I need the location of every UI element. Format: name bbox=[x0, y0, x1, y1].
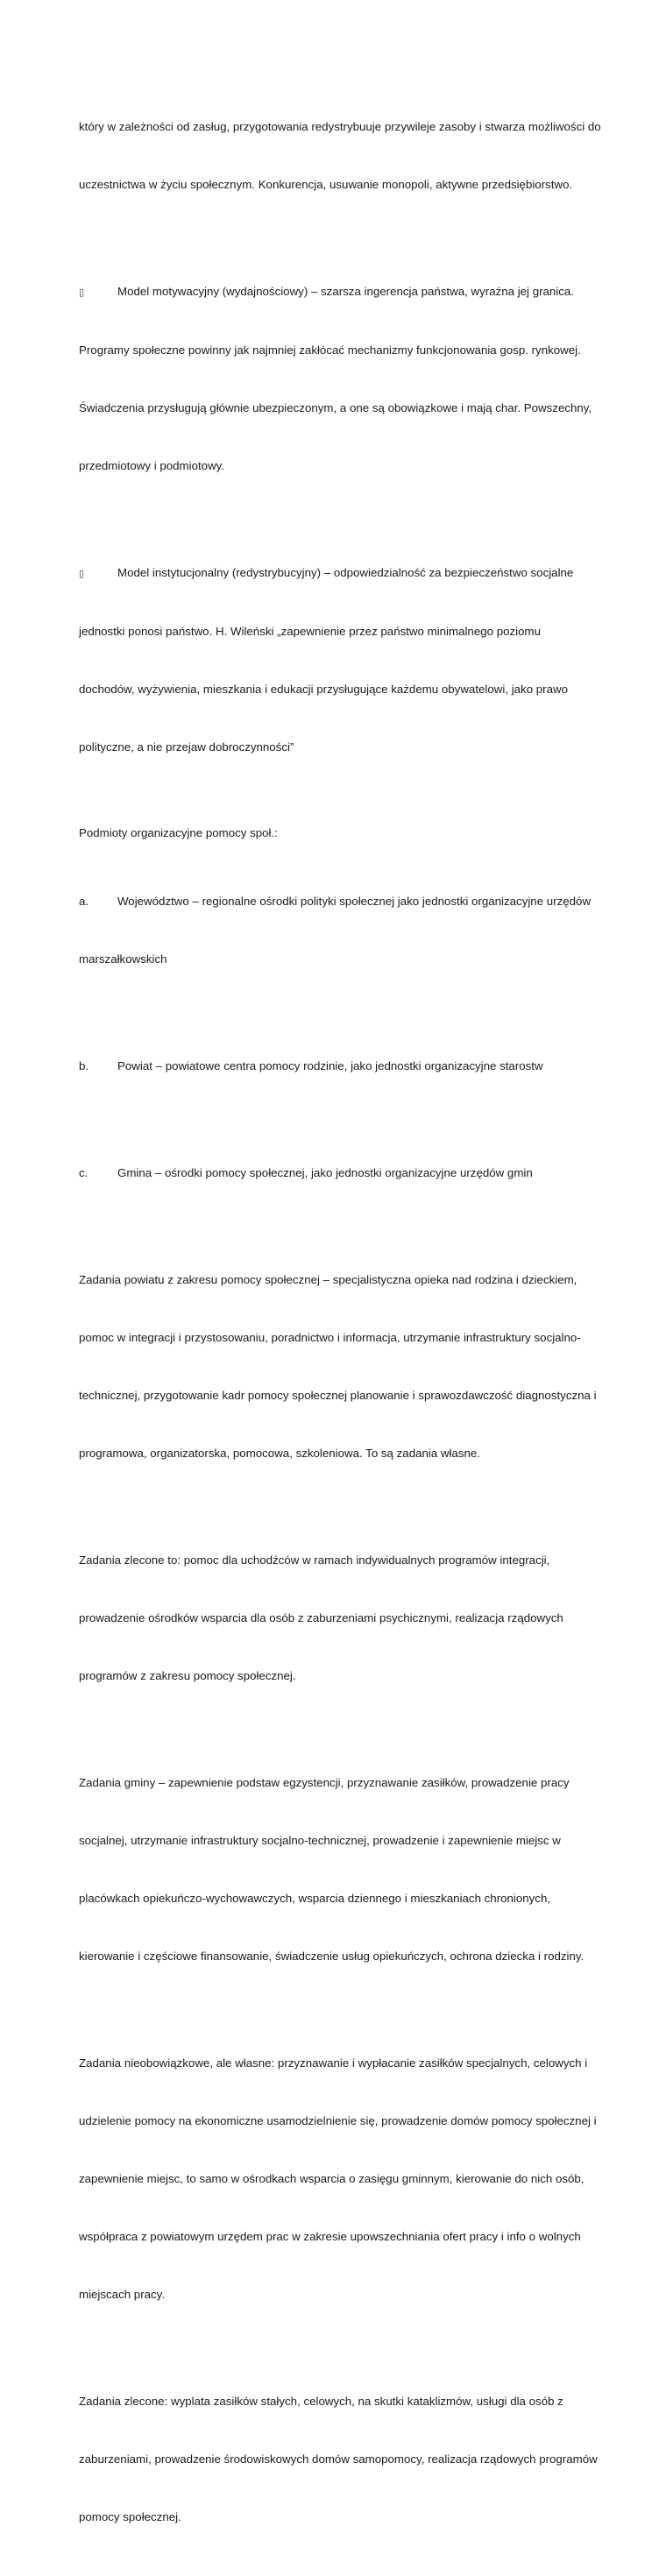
text-line: Model instytucjonalny (redystrybucyjny) – odpowiedzialność za bezpieczeństwo socjalne bbox=[117, 566, 574, 579]
text-line: prowadzenie ośrodków wsparcia dla osób z zaburzeniami psychicznymi, realizacja rządowych bbox=[79, 1611, 563, 1624]
text-line: Świadczenia przysługują głównie ubezpieczonym, a one są obowiązkowe i mają char. Powszechny, bbox=[79, 401, 592, 414]
model-motywacyjny-paragraph bbox=[79, 244, 592, 514]
text-line: dochodów, wyżywienia, mieszkania i edukacji przysługujące każdemu obywatelowi, jako prawo bbox=[79, 683, 569, 696]
text-line: uczestnictwa w życiu społecznym. Konkurencja, usuwanie monopoli, aktywne przedsiębiorstwo. bbox=[79, 178, 573, 191]
text-line: Model motywacyjny (wydajnościowy) – szarsza ingerencja państwa, wyraźna jej granica. bbox=[117, 285, 575, 298]
text-line: programów z zakresu pomocy społecznej. bbox=[79, 1669, 296, 1682]
bullet-line bbox=[79, 563, 589, 584]
zadania-zlecone-gmina-paragraph bbox=[79, 2353, 598, 2565]
text-line: jednostki ponosi państwo. H. Wileński „zapewnienie przez państwo minimalnego poziomu bbox=[79, 625, 541, 638]
text-line: przedmiotowy i podmiotowy. bbox=[79, 459, 225, 472]
text-line: Gmina – ośrodki pomocy społecznej, jako jednostki organizacyjne urzędów gmin bbox=[117, 1166, 533, 1179]
list-letter: b. bbox=[79, 1059, 89, 1072]
text-line: zaburzeniami, prowadzenie środowiskowych domów samopomocy, realizacja rządowych programów bbox=[79, 2452, 598, 2466]
intro-paragraph bbox=[79, 79, 601, 233]
text-line: Zadania powiatu z zakresu pomocy społecznej – specjalistyczna opieka nad rodzina i dzieckiem, bbox=[79, 1273, 577, 1286]
text-line: który w zależności od zasług, przygotowania redystrybuuje przywileje zasoby i stwarza możliwości do bbox=[79, 120, 601, 133]
text-line: Programy społeczne powinny jak najmniej zakłócać mechanizmy funkcjonowania gosp. rynkowej. bbox=[79, 343, 581, 357]
text-line: Zadania zlecone: wyplata zasiłków stałych, celowych, na skutki kataklizmów, usługi dla osób z bbox=[79, 2395, 563, 2408]
text-line: marszałkowskich bbox=[79, 952, 167, 966]
text-line: udzielenie pomocy na ekonomiczne usamodzielnienie się, prowadzenie domów pomocy społecznej i bbox=[79, 2114, 597, 2127]
list-item bbox=[79, 1164, 589, 1183]
podmioty-list-item-c bbox=[79, 1125, 589, 1221]
text-line: współpraca z powiatowym urzędem prac w zakresie upowszechniania ofert pracy i info o wolnych bbox=[79, 2230, 581, 2243]
text-line: pomocy społecznej. bbox=[79, 2510, 181, 2523]
podmioty-heading: Podmioty organizacyjne pomocy społ.: bbox=[79, 826, 278, 839]
list-letter: a. bbox=[79, 895, 89, 908]
bullet-icon: ▯ bbox=[79, 287, 85, 298]
text-line: kierowanie i częściowe finansowanie, świadczenie usług opiekuńczych, ochrona dziecka i rodziny. bbox=[79, 1950, 585, 1963]
zadania-powiatu-paragraph bbox=[79, 1232, 597, 1502]
model-instytucjonalny-paragraph bbox=[79, 525, 589, 796]
text-line: Zadania zlecone to: pomoc dla uchodźców w ramach indywidualnych programów integracji, bbox=[79, 1553, 550, 1567]
podmioty-list-item-a bbox=[79, 853, 592, 1008]
text-line: polityczne, a nie przejaw dobroczynności” bbox=[79, 740, 294, 754]
list-letter: c. bbox=[79, 1166, 89, 1179]
list-item bbox=[79, 892, 592, 911]
text-line: Zadania nieobowiązkowe, ale własne: przyznawanie i wypłacanie zasiłków specjalnych, celowych i bbox=[79, 2056, 588, 2070]
text-line: pomoc w integracji i przystosowaniu, poradnictwo i informacja, utrzymanie infrastruktury socjalno- bbox=[79, 1331, 581, 1344]
text-line: miejscach pracy. bbox=[79, 2288, 166, 2301]
text-line: zapewnienie miejsc, to samo w ośrodkach wsparcia o zasięgu gminnym, kierowanie do nich osób, bbox=[79, 2172, 585, 2185]
zadania-zlecone-powiat-paragraph bbox=[79, 1512, 589, 1724]
bullet-line bbox=[79, 282, 589, 302]
zadania-gminy-paragraph bbox=[79, 1735, 589, 2005]
bullet-icon: ▯ bbox=[79, 568, 85, 579]
zadania-nieobowiazkowe-paragraph bbox=[79, 2015, 597, 2343]
text-line: socjalnej, utrzymanie infrastruktury socjalno-technicznej, prowadzenie i zapewnienie miejsc w bbox=[79, 1834, 561, 1847]
blank-spacer bbox=[79, 806, 589, 824]
list-item bbox=[79, 1057, 589, 1076]
document-page bbox=[79, 79, 601, 2576]
text-line: Województwo – regionalne ośrodki polityki społecznej jako jednostki organizacyjne urzędów bbox=[117, 895, 592, 908]
text-line: programowa, organizatorska, pomocowa, szkoleniowa. To są zadania własne. bbox=[79, 1447, 481, 1460]
text-line: Zadania gminy – zapewnienie podstaw egzystencji, przyznawanie zasiłków, prowadzenie pracy bbox=[79, 1776, 570, 1789]
text-line: technicznej, przygotowanie kadr pomocy społecznej planowanie i sprawozdawczość diagnostyczna i bbox=[79, 1389, 597, 1402]
text-line: placówkach opiekuńczo-wychowawczych, wsparcia dziennego i mieszkaniach chronionych, bbox=[79, 1892, 551, 1905]
podmioty-list-item-b bbox=[79, 1018, 589, 1115]
text-line: Powiat – powiatowe centra pomocy rodzinie, jako jednostki organizacyjne starostw bbox=[117, 1059, 543, 1072]
